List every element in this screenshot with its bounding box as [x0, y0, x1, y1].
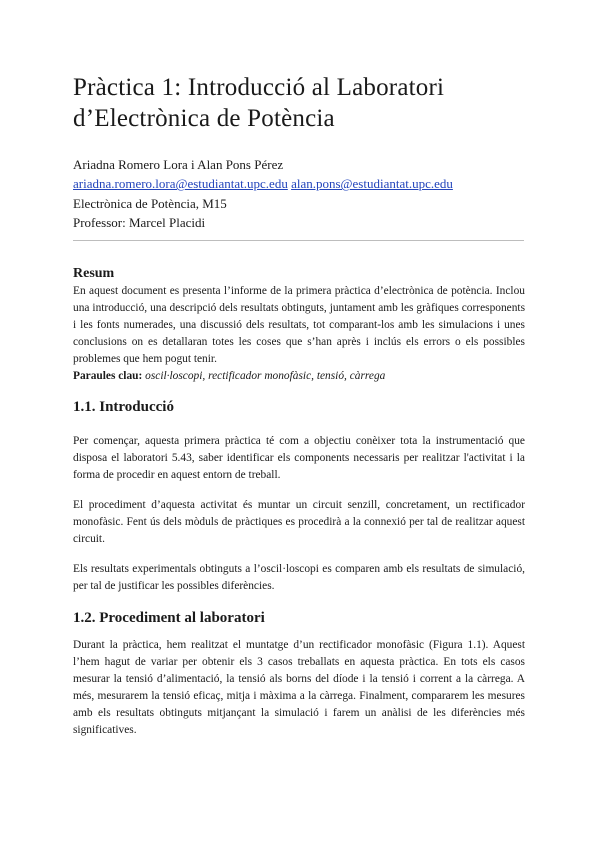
author-block [73, 155, 453, 232]
authors: Ariadna Romero Lora i Alan Pons Pérez [73, 157, 284, 172]
email-line [73, 174, 453, 193]
abstract [73, 265, 525, 385]
email-link-1[interactable]: ariadna.romero.lora@estudiantat.upc.edu [73, 176, 288, 192]
section-heading-intro: 1.1. Introducció [73, 399, 174, 415]
section-heading-procedure: 1.2. Procediment al laboratori [73, 610, 265, 626]
professor: Professor: Marcel Placidi [73, 214, 206, 230]
intro-paragraph-2: El procediment d’aquesta activitat és muntar un circuit senzill, concretament, un rectificador monofàsic. Fent ús dels mòduls de pràctiques es procedirà a la connexió per tal de realitzar aquest circuit. [73, 499, 525, 545]
procedure-paragraph-1: Durant la pràctica, hem realitzat el muntatge d’un rectificador monofàsic (Figura 1.1). Aquest l’hem hagut de variar per obtenir els 3 casos treballats en aquesta pràctica. En tots els casos mesurar la tensió d’alimentació, la tensió als borns del díode i la tensió i corrent a la càrrega. A més, mesurarem la tensió eficaç, mitja i màxima a la càrrega. Finalment, compararem les mesures amb els resultats obtinguts mitjançant la simulació i farem un anàlisi de les diferències més significatives. [73, 639, 525, 736]
keywords-label: Paraules clau: [73, 370, 143, 382]
document-title: Pràctica 1: Introducció al Laboratori d’Electrònica de Potència [73, 74, 445, 132]
keywords-list: oscil·loscopi, rectificador monofàsic, tensió, càrrega [145, 370, 386, 382]
email-link-2[interactable]: alan.pons@estudiantat.upc.edu [291, 176, 453, 192]
intro-paragraph-1: Per començar, aquesta primera pràctica té com a objectiu conèixer tota la instrumentació que disposa el laboratori 5.43, saber identificar els components necessaris per realitzar l'activitat i la forma de procedir en aquest entorn de treball. [73, 435, 525, 481]
abstract-text: En aquest document es presenta l’informe de la primera pràctica d’electrònica de potència. Inclou una introducció, una descripció dels resultats obtinguts, juntament amb les gràfiques corresponents i les fonts numerades, una discussió dels resultats, tot comparant-los amb les simulacions i unes conclusions on es detallaran totes les coses que s’han après i inclús els errors o els possibles problemes que hem pogut tenir. [73, 285, 525, 365]
abstract-heading: Resum [73, 266, 115, 281]
intro-paragraph-3: Els resultats experimentals obtinguts a l’oscil·loscopi es comparen amb els resultats de simulació, per tal de justificar les possibles diferències. [73, 563, 525, 592]
divider [73, 240, 524, 241]
course: Electrònica de Potència, M15 [73, 195, 227, 211]
keywords [73, 368, 525, 385]
